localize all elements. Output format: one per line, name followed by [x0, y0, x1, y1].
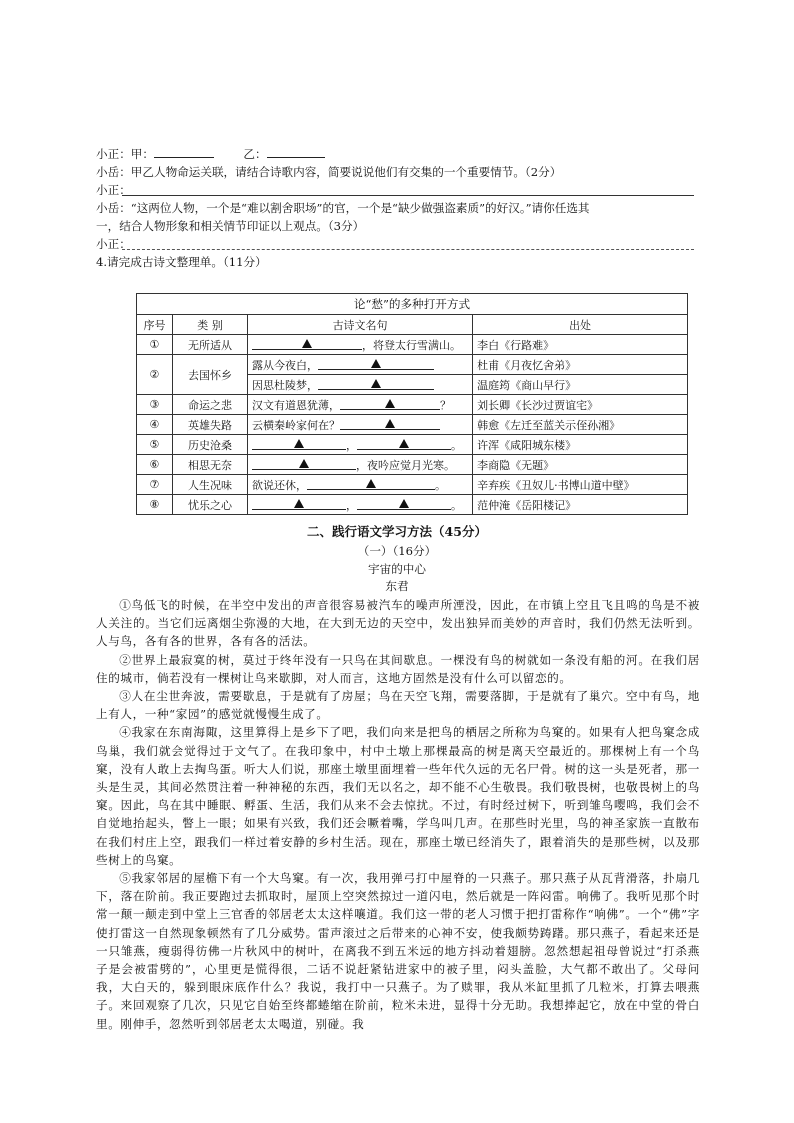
triangle-marker-icon [371, 379, 381, 388]
question-line-5: 一，结合人物形象和相关情节印证以上观点。（3分） [96, 219, 365, 233]
verse-blank[interactable] [357, 438, 451, 450]
row-verse: ， 。 [248, 435, 473, 455]
row-source: 范仲淹《岳阳楼记》 [473, 495, 688, 515]
subsection-title: （一）（16分） [357, 544, 437, 558]
verse-blank[interactable] [340, 418, 440, 430]
triangle-marker-icon [294, 499, 304, 508]
essay-title: 宇宙的中心 [368, 562, 426, 576]
essay-author: 东君 [385, 579, 409, 593]
verse-text: 露从今夜白， [252, 358, 318, 372]
answer-line-1 [96, 146, 696, 162]
verse-text: 因思杜陵梦， [252, 378, 318, 392]
question-line-4: 小岳：“这两位人物，一个是“难以割舍职场”的官，一个是“缺少做强盗素质”的好汉。”请你任选其 [96, 201, 590, 215]
essay-body [96, 596, 700, 1033]
row-num: ④ [137, 415, 173, 435]
row-category: 无所适从 [172, 335, 247, 355]
row-verse [248, 395, 473, 415]
row-source: 李商隐《无题》 [473, 455, 688, 475]
header-verse: 古诗文名句 [248, 315, 473, 335]
verse-blank[interactable] [252, 458, 356, 470]
verse-text: ，将登太行雪满山。 [362, 338, 461, 352]
paragraph: ①鸟低飞的时候，在半空中发出的声音很容易被汽车的噪声所湮没，因此，在市镇上空且飞且鸣的鸟是不被人关注的。当它们远离烟尘弥漫的大地，在大到无边的天空中，发出独异而美妙的声音时，我们仍然无法听到。人与鸟，各有各的世界，各有各的活法。 [96, 598, 700, 649]
poetry-table [136, 293, 688, 515]
verse-text: ？ [440, 398, 451, 412]
label-xiaozheng-jia: 小正：甲： [96, 147, 154, 161]
row-num: ③ [137, 395, 173, 415]
table-caption: 论“愁”的多种打开方式 [137, 294, 688, 315]
row-category: 英雄失路 [172, 415, 247, 435]
blank-yi[interactable] [267, 147, 325, 158]
header-source: 出处 [473, 315, 688, 335]
triangle-marker-icon [371, 359, 381, 368]
header-category: 类 别 [172, 315, 247, 335]
blank-jia[interactable] [154, 147, 214, 158]
row-source: 李白《行路难》 [473, 335, 688, 355]
row-source: 辛弃疾《丑奴儿·书博山道中壁》 [473, 475, 688, 495]
row-num: ⑦ [137, 475, 173, 495]
table-row [137, 335, 688, 355]
row-category: 去国怀乡 [172, 355, 247, 395]
verse-blank[interactable] [307, 478, 435, 490]
row-category: 相思无奈 [172, 455, 247, 475]
paragraph: ③人在尘世奔波，需要歇息，于是就有了房屋；鸟在天空飞翔，需要落脚，于是就有了巢穴。空中有鸟，地上有人，一种“家园”的感觉就慢慢生成了。 [96, 689, 700, 722]
row-source: 杜甫《月夜忆舍弟》 [473, 355, 688, 375]
verse-blank[interactable] [252, 498, 346, 510]
row-num: ② [137, 355, 173, 395]
verse-blank[interactable] [318, 378, 434, 390]
row-num: ⑥ [137, 455, 173, 475]
label-yi: 乙： [243, 147, 267, 161]
table-row [137, 415, 688, 435]
table-row [137, 475, 688, 495]
row-verse: ， 。 [248, 495, 473, 515]
triangle-marker-icon [294, 439, 304, 448]
verse-text: ，夜吟应觉月光寒。 [356, 458, 455, 472]
table-row [137, 435, 688, 455]
triangle-marker-icon [399, 439, 409, 448]
row-source: 韩愈《左迁至蓝关示侄孙湘》 [473, 415, 688, 435]
row-category: 人生况味 [172, 475, 247, 495]
table-row [137, 395, 688, 415]
row-category: 命运之悲 [172, 395, 247, 415]
row-verse: 欲说还休， 。 [248, 475, 473, 495]
verse-blank[interactable] [340, 398, 440, 410]
question-4-title: 4.请完成古诗文整理单。（11分） [96, 255, 267, 269]
verse-text: 汉文有道恩犹薄， [252, 398, 340, 412]
row-source: 刘长卿《长沙过贾谊宅》 [473, 395, 688, 415]
verse-text: 云横秦岭家何在？ [252, 418, 340, 432]
paragraph: ④我家在东南海陬，这里算得上是乡下了吧，我们向来是把鸟的栖居之所称为鸟窠的。如果有人把鸟窠念成鸟巢，我们就会觉得过于文气了。在我印象中，村中土墩上那棵最高的树是离天空最近的。那棵树上有一个鸟窠，没有人敢上去掏鸟蛋。听大人们说，那座土墩里面埋着一些年代久远的无名尸骨。树的这一头是死者，那一头是生灵，其间必然贯注着一种神秘的东西，我们无以名之，却不能不心生敬畏。我们敬畏树，也敬畏树上的鸟窠。因此，鸟在其中睡眠、孵蛋、生活，我们从来不会去惊扰。不过，有时经过树下，听到雏鸟嘤鸣，我们会不自觉地抬起头，瞥上一眼；如果有兴致，我们还会噘着嘴，学鸟叫几声。在那些时光里，鸟的神圣家族一直散布在我们村庄上空，跟我们一样过着安静的乡村生活。现在，那座土墩已经消失了，跟着消失的是那些树，以及那些树上的鸟窠。 [96, 725, 700, 867]
row-verse [248, 455, 473, 475]
row-category: 历史沧桑 [172, 435, 247, 455]
row-verse [248, 415, 473, 435]
row-verse [248, 375, 473, 395]
triangle-marker-icon [302, 339, 312, 348]
header-num: 序号 [137, 315, 173, 335]
row-num: ⑧ [137, 495, 173, 515]
answer-label-2: 小正： [96, 237, 131, 251]
verse-blank[interactable] [252, 338, 362, 350]
verse-blank[interactable] [318, 358, 434, 370]
row-verse [248, 335, 473, 355]
row-num: ⑤ [137, 435, 173, 455]
answer-rule-2[interactable] [122, 249, 694, 250]
row-num: ① [137, 335, 173, 355]
table-row [137, 455, 688, 475]
row-verse [248, 355, 473, 375]
row-source: 许浑《咸阳城东楼》 [473, 435, 688, 455]
triangle-marker-icon [385, 419, 395, 428]
triangle-marker-icon [385, 399, 395, 408]
triangle-marker-icon [299, 459, 309, 468]
section-title: 二、践行语文学习方法（45分） [307, 524, 487, 539]
table-row [137, 355, 688, 375]
paragraph: ⑤我家邻居的屋檐下有一个大鸟窠。有一次，我用弹弓打中屋脊的一只燕子。那只燕子从瓦背滑落，扑扇几下，落在阶前。我正要跑过去抓取时，屋顶上空突然掠过一道闪电，然后就是一阵闷雷。响佛了。我听见那个时常一颠一颠走到中堂上三官香的邻居老太太这样嚷道。我们这一带的老人习惯于把打雷称作“响佛”。一个“佛”字使打雷这一自然现象顿然有了几分威势。雷声滚过之后带来的心神不安，使我颇势踌躇。那只燕子，看起来还是一只雏燕，瘦弱得彷佛一片秋风中的树叶，在离我不到五米远的地方抖动着翅膀。忽然想起祖母曾说过“打杀燕子是会被雷劈的”，心里更是慌得很，二话不说赶紧钻进家中的被子里，闷头盖脸，大气都不敢出了。父母问我，大白天的，躲到眼床底作什么？我说，我打中一只燕子。为了赎罪，我从米缸里抓了几粒米，打算去喂燕子。来回观察了几次，只见它自始至终都蜷缩在阶前，粒米未进，显得十分无助。我想捧起它，放在中堂的骨白里。刚伸手，忽然听到邻居老太太喝道，别碰。我 [96, 871, 700, 1031]
row-category: 忧乐之心 [172, 495, 247, 515]
verse-blank[interactable] [357, 498, 451, 510]
triangle-marker-icon [399, 499, 409, 508]
verse-blank[interactable] [252, 438, 346, 450]
answer-label-1: 小正： [96, 183, 131, 197]
triangle-marker-icon [366, 479, 376, 488]
answer-rule-1[interactable] [122, 195, 694, 196]
paragraph: ②世界上最寂寞的树，莫过于终年没有一只鸟在其间歇息。一棵没有鸟的树就如一条没有船的河。在我们居住的城市，倘若没有一棵树让鸟来歇脚，对人而言，这地方固然是没有什么可以留恋的。 [96, 652, 700, 685]
question-line-2: 小岳：甲乙人物命运关联，请结合诗歌内容，简要说说他们有交集的一个重要情节。（2分） [96, 165, 562, 179]
verse-text: 欲说还休， [252, 478, 307, 492]
table-row [137, 495, 688, 515]
row-source: 温庭筠《商山早行》 [473, 375, 688, 395]
